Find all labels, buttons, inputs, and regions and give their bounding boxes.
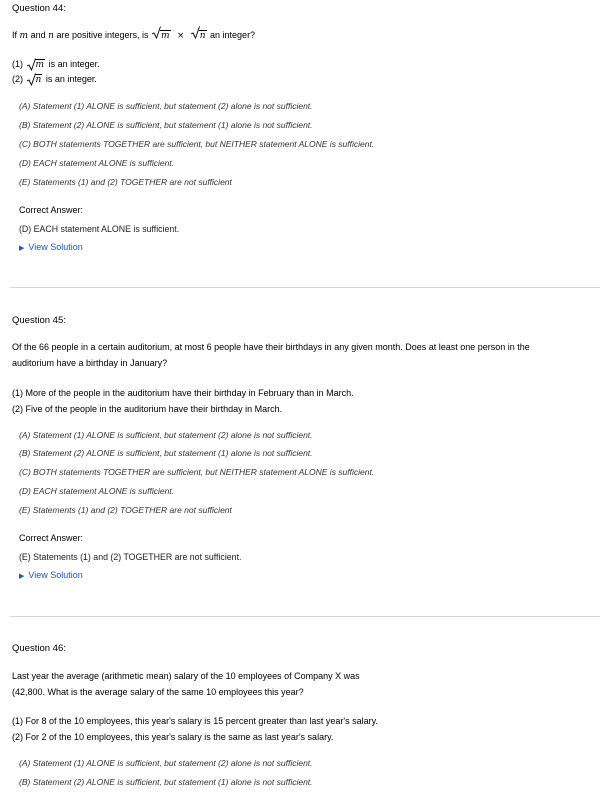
question-46-option-a: (A) Statement (1) ALONE is sufficient, but statement (2) alone is not sufficient.: [19, 758, 313, 768]
question-45-statement-2: (2) Five of the people in the auditorium have their birthday in March.: [12, 404, 283, 414]
stem-text: and: [30, 30, 46, 40]
question-45-view-solution-link[interactable]: ▶ View Solution: [19, 570, 83, 580]
question-45-option-c: (C) BOTH statements TOGETHER are sufficient, but NEITHER statement ALONE is sufficient.: [19, 467, 375, 477]
question-44-option-b: (B) Statement (2) ALONE is sufficient, but statement (1) alone is not sufficient.: [19, 120, 313, 130]
play-triangle-icon: ▶: [19, 245, 25, 252]
question-44-statement-2: (2) n is an integer.: [12, 74, 97, 85]
sqrt-symbol: n: [191, 27, 207, 43]
play-triangle-icon: ▶: [19, 573, 25, 580]
question-45-stem-line-2: auditorium have a birthday in January?: [12, 358, 168, 368]
question-45-title: Question 45:: [12, 315, 66, 326]
stem-text: an integer?: [210, 30, 256, 40]
question-44-option-e: (E) Statements (1) and (2) TOGETHER are not sufficient: [19, 177, 232, 187]
question-44-view-solution-link[interactable]: ▶ View Solution: [19, 242, 83, 252]
section-divider: [10, 616, 600, 617]
question-44-correct-label: Correct Answer:: [19, 205, 84, 215]
question-46-option-b: (B) Statement (2) ALONE is sufficient, but statement (1) alone is not sufficient.: [19, 777, 313, 787]
math-var-m: m: [19, 31, 29, 41]
question-46-stem-line-1: Last year the average (arithmetic mean) salary of the 10 employees of Company X was: [12, 671, 360, 681]
question-45-option-d: (D) EACH statement ALONE is sufficient.: [19, 486, 175, 496]
question-44-title: Question 44:: [12, 3, 66, 14]
question-45-correct-label: Correct Answer:: [19, 533, 84, 543]
math-var-n: n: [48, 31, 54, 41]
question-45-stem-line-1: Of the 66 people in a certain auditorium, at most 6 people have their birthdays in any given month. Does at least one person in the: [12, 342, 530, 352]
stem-text: are positive integers, is: [56, 30, 149, 40]
sqrt-symbol: m: [152, 27, 171, 43]
sqrt-symbol: n: [27, 74, 43, 85]
question-46-statement-1: (1) For 8 of the 10 employees, this year's salary is 15 percent greater than last year's salary.: [12, 716, 378, 726]
question-44-statement-1: (1) m is an integer.: [12, 59, 100, 70]
times-symbol: ×: [177, 31, 185, 41]
question-44-option-a: (A) Statement (1) ALONE is sufficient, but statement (2) alone is not sufficient.: [19, 101, 313, 111]
question-45-statement-1: (1) More of the people in the auditorium have their birthday in February than in March.: [12, 388, 354, 398]
question-46-statement-2: (2) For 2 of the 10 employees, this year's salary is the same as last year's salary.: [12, 732, 334, 742]
question-46-stem-line-2: (42,800. What is the average salary of the same 10 employees this year?: [12, 687, 304, 697]
question-45-option-a: (A) Statement (1) ALONE is sufficient, but statement (2) alone is not sufficient.: [19, 430, 313, 440]
question-44-stem: [12, 27, 255, 44]
sqrt-symbol: m: [27, 59, 46, 70]
question-44-correct-answer: (D) EACH statement ALONE is sufficient.: [19, 224, 180, 234]
question-44-option-c: (C) BOTH statements TOGETHER are sufficient, but NEITHER statement ALONE is sufficient.: [19, 139, 375, 149]
question-46-title: Question 46:: [12, 643, 66, 654]
stem-text: If: [12, 30, 18, 40]
question-45-option-b: (B) Statement (2) ALONE is sufficient, but statement (1) alone is not sufficient.: [19, 448, 313, 458]
question-44-option-d: (D) EACH statement ALONE is sufficient.: [19, 158, 175, 168]
section-divider: [10, 287, 600, 288]
question-45-correct-answer: (E) Statements (1) and (2) TOGETHER are not sufficient.: [19, 552, 242, 562]
question-45-option-e: (E) Statements (1) and (2) TOGETHER are not sufficient: [19, 505, 232, 515]
